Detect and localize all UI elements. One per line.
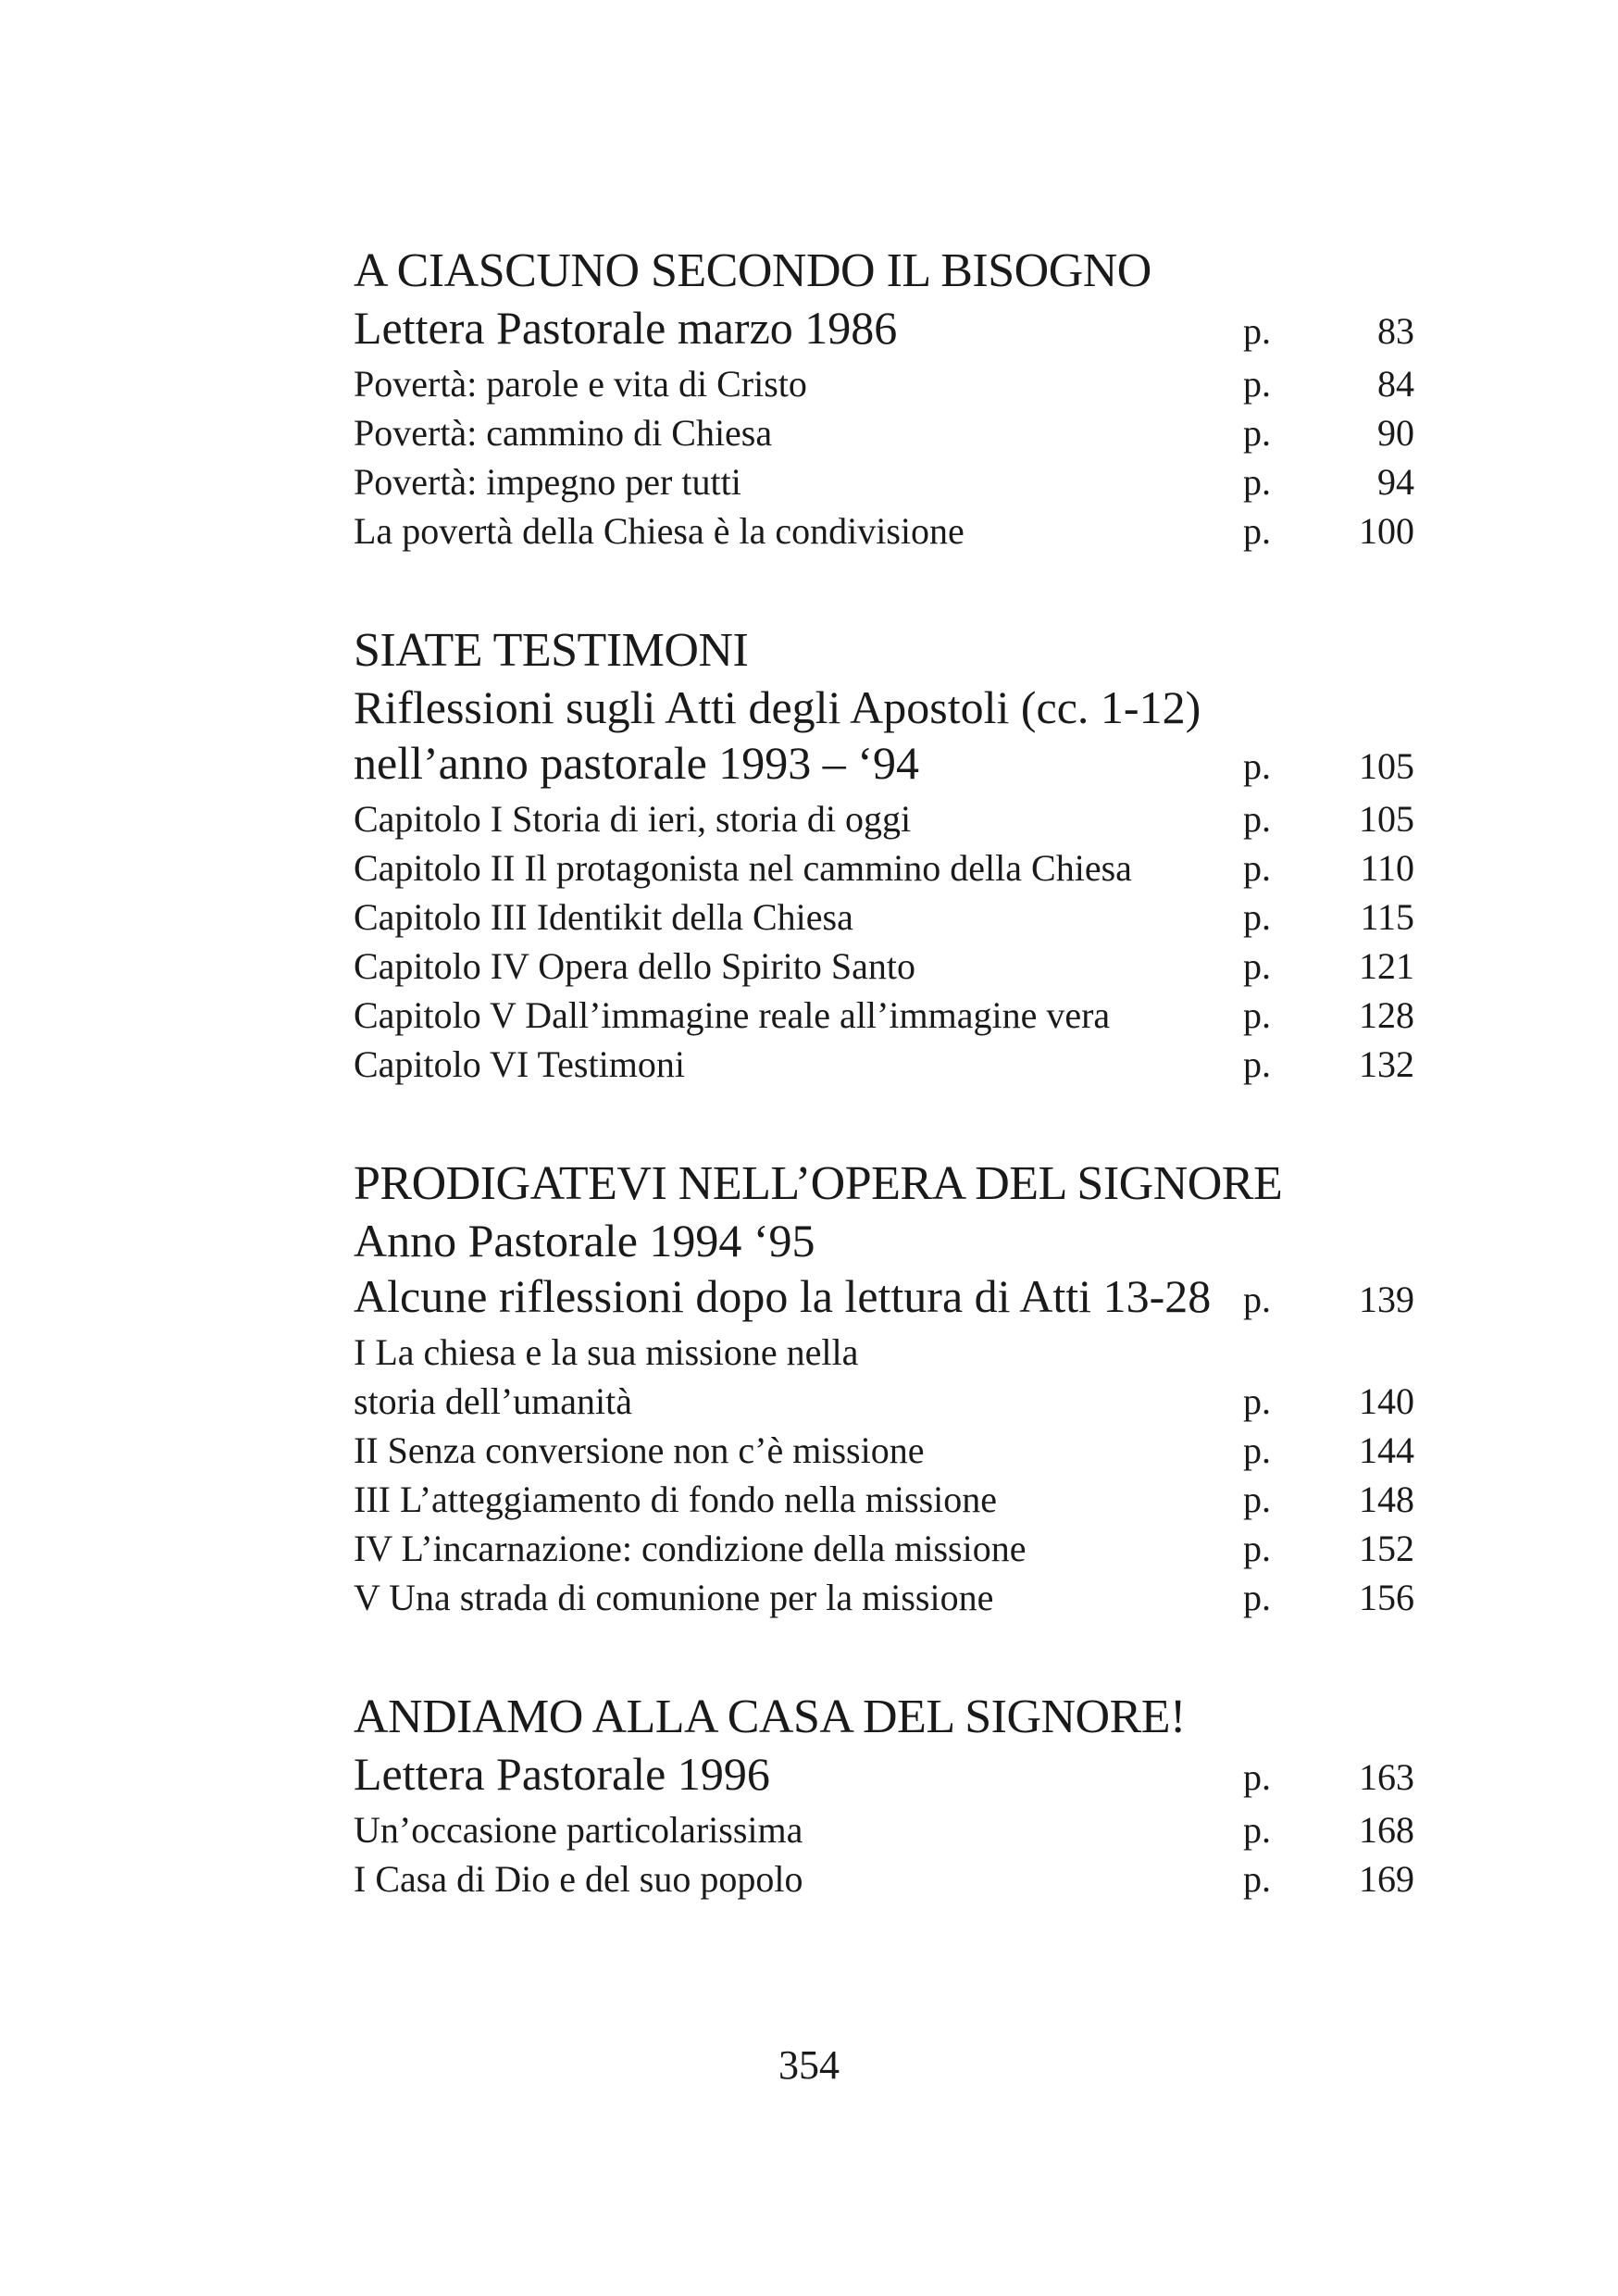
toc-entry xyxy=(354,457,1414,506)
entry-label: Alcune riflessioni dopo la lettura di Atti 13-28 xyxy=(354,1270,1212,1322)
entry-label: V Una strada di comunione per la missione xyxy=(354,1577,994,1618)
page-number: 105 xyxy=(1359,745,1414,787)
entry-label: Lettera Pastorale 1996 xyxy=(354,1748,770,1800)
page-number: 115 xyxy=(1360,896,1414,938)
toc-entry xyxy=(354,1573,1414,1622)
toc-entry xyxy=(354,843,1414,892)
page-abbrev: p. xyxy=(1243,412,1271,454)
toc-entry xyxy=(354,942,1414,991)
toc-entry xyxy=(354,794,1414,843)
page-number: 144 xyxy=(1359,1429,1414,1471)
section-subtitle xyxy=(354,1213,1414,1268)
section-title: ANDIAMO ALLA CASA DEL SIGNORE! xyxy=(354,1691,1186,1743)
toc-section xyxy=(354,622,1414,1089)
page-abbrev: p. xyxy=(1243,1809,1271,1851)
page-number-footer: 354 xyxy=(778,2042,840,2088)
page-abbrev: p. xyxy=(1243,896,1271,938)
entry-label: La povertà della Chiesa è la condivisione xyxy=(354,510,965,552)
page-abbrev: p. xyxy=(1243,1380,1271,1422)
toc-entry xyxy=(354,506,1414,555)
page-number: 94 xyxy=(1377,461,1414,503)
page-number: 105 xyxy=(1359,798,1414,840)
subtitle-text: Anno Pastorale 1994 ‘95 xyxy=(354,1215,815,1267)
page-number: 152 xyxy=(1359,1528,1414,1569)
entry-label: Povertà: cammino di Chiesa xyxy=(354,412,773,454)
entry-label: Capitolo IV Opera dello Spirito Santo xyxy=(354,945,915,987)
page-number: 156 xyxy=(1359,1577,1414,1618)
entry-label: III L’atteggiamento di fondo nella missione xyxy=(354,1479,998,1520)
page-abbrev: p. xyxy=(1243,847,1271,889)
entry-label: IV L’incarnazione: condizione della missione xyxy=(354,1528,1027,1569)
entry-label: Capitolo III Identikit della Chiesa xyxy=(354,896,853,938)
page-number: 100 xyxy=(1359,510,1414,552)
entry-label: Capitolo V Dall’immagine reale all’immagine vera xyxy=(354,994,1111,1036)
toc-entry xyxy=(354,1524,1414,1573)
section-subtitle xyxy=(354,680,1414,735)
page-abbrev: p. xyxy=(1243,1756,1271,1798)
table-of-contents xyxy=(354,243,1414,1970)
page-number: 139 xyxy=(1359,1279,1414,1320)
page-number: 84 xyxy=(1377,363,1414,405)
toc-entry-main xyxy=(354,1746,1414,1805)
page-abbrev: p. xyxy=(1243,798,1271,840)
toc-entry xyxy=(354,991,1414,1040)
page-abbrev: p. xyxy=(1243,1577,1271,1618)
page-abbrev: p. xyxy=(1243,1043,1271,1085)
page-abbrev: p. xyxy=(1243,745,1271,787)
section-title: SIATE TESTIMONI xyxy=(354,624,749,677)
toc-section xyxy=(354,1689,1414,1903)
entry-label: Capitolo I Storia di ieri, storia di oggi xyxy=(354,798,912,840)
section-title: PRODIGATEVI NELL’OPERA DEL SIGNORE xyxy=(354,1157,1283,1210)
page-abbrev: p. xyxy=(1243,945,1271,987)
toc-entry xyxy=(354,1377,1414,1426)
toc-entry-main xyxy=(354,735,1414,794)
entry-label: Un’occasione particolarissima xyxy=(354,1809,803,1851)
entry-label: I Casa di Dio e del suo popolo xyxy=(354,1858,803,1900)
page-abbrev: p. xyxy=(1243,363,1271,405)
page-number: 163 xyxy=(1359,1756,1414,1798)
entry-label: nell’anno pastorale 1993 – ‘94 xyxy=(354,737,919,789)
entry-label: Lettera Pastorale marzo 1986 xyxy=(354,302,898,354)
toc-entry-main xyxy=(354,1268,1414,1328)
entry-label: Povertà: impegno per tutti xyxy=(354,461,741,503)
page-number: 128 xyxy=(1359,994,1414,1036)
toc-entry xyxy=(354,359,1414,408)
page-abbrev: p. xyxy=(1243,310,1271,352)
page-number: 140 xyxy=(1359,1380,1414,1422)
page-number: 83 xyxy=(1377,310,1414,352)
page-number: 132 xyxy=(1359,1043,1414,1085)
page-number: 148 xyxy=(1359,1479,1414,1520)
entry-label: Capitolo II Il protagonista nel cammino della Chiesa xyxy=(354,847,1132,889)
entry-label: II Senza conversione non c’è missione xyxy=(354,1429,925,1471)
toc-entry xyxy=(354,408,1414,457)
page-abbrev: p. xyxy=(1243,1429,1271,1471)
toc-entry xyxy=(354,1805,1414,1854)
section-title: A CIASCUNO SECONDO IL BISOGNO xyxy=(354,244,1151,297)
toc-entry xyxy=(354,1475,1414,1524)
toc-entry-main xyxy=(354,300,1414,359)
entry-label: Capitolo VI Testimoni xyxy=(354,1043,685,1085)
entry-label: storia dell’umanità xyxy=(354,1380,633,1422)
subtitle-text: Riflessioni sugli Atti degli Apostoli (cc. 1-12) xyxy=(354,681,1201,733)
page-abbrev: p. xyxy=(1243,1528,1271,1569)
entry-label-first-line: I La chiesa e la sua missione nella xyxy=(354,1331,859,1373)
page-number: 169 xyxy=(1359,1858,1414,1900)
toc-entry xyxy=(354,892,1414,942)
page-abbrev: p. xyxy=(1243,1279,1271,1320)
page-number: 168 xyxy=(1359,1809,1414,1851)
toc-entry xyxy=(354,1426,1414,1475)
page-abbrev: p. xyxy=(1243,1479,1271,1520)
page-number: 90 xyxy=(1377,412,1414,454)
page-abbrev: p. xyxy=(1243,461,1271,503)
page-abbrev: p. xyxy=(1243,510,1271,552)
toc-entry xyxy=(354,1854,1414,1903)
page-abbrev: p. xyxy=(1243,994,1271,1036)
entry-label: Povertà: parole e vita di Cristo xyxy=(354,363,807,405)
page-number: 110 xyxy=(1360,847,1414,889)
toc-entry xyxy=(354,1040,1414,1089)
page-number: 121 xyxy=(1359,945,1414,987)
page-abbrev: p. xyxy=(1243,1858,1271,1900)
toc-section xyxy=(354,1155,1414,1622)
toc-section xyxy=(354,243,1414,555)
